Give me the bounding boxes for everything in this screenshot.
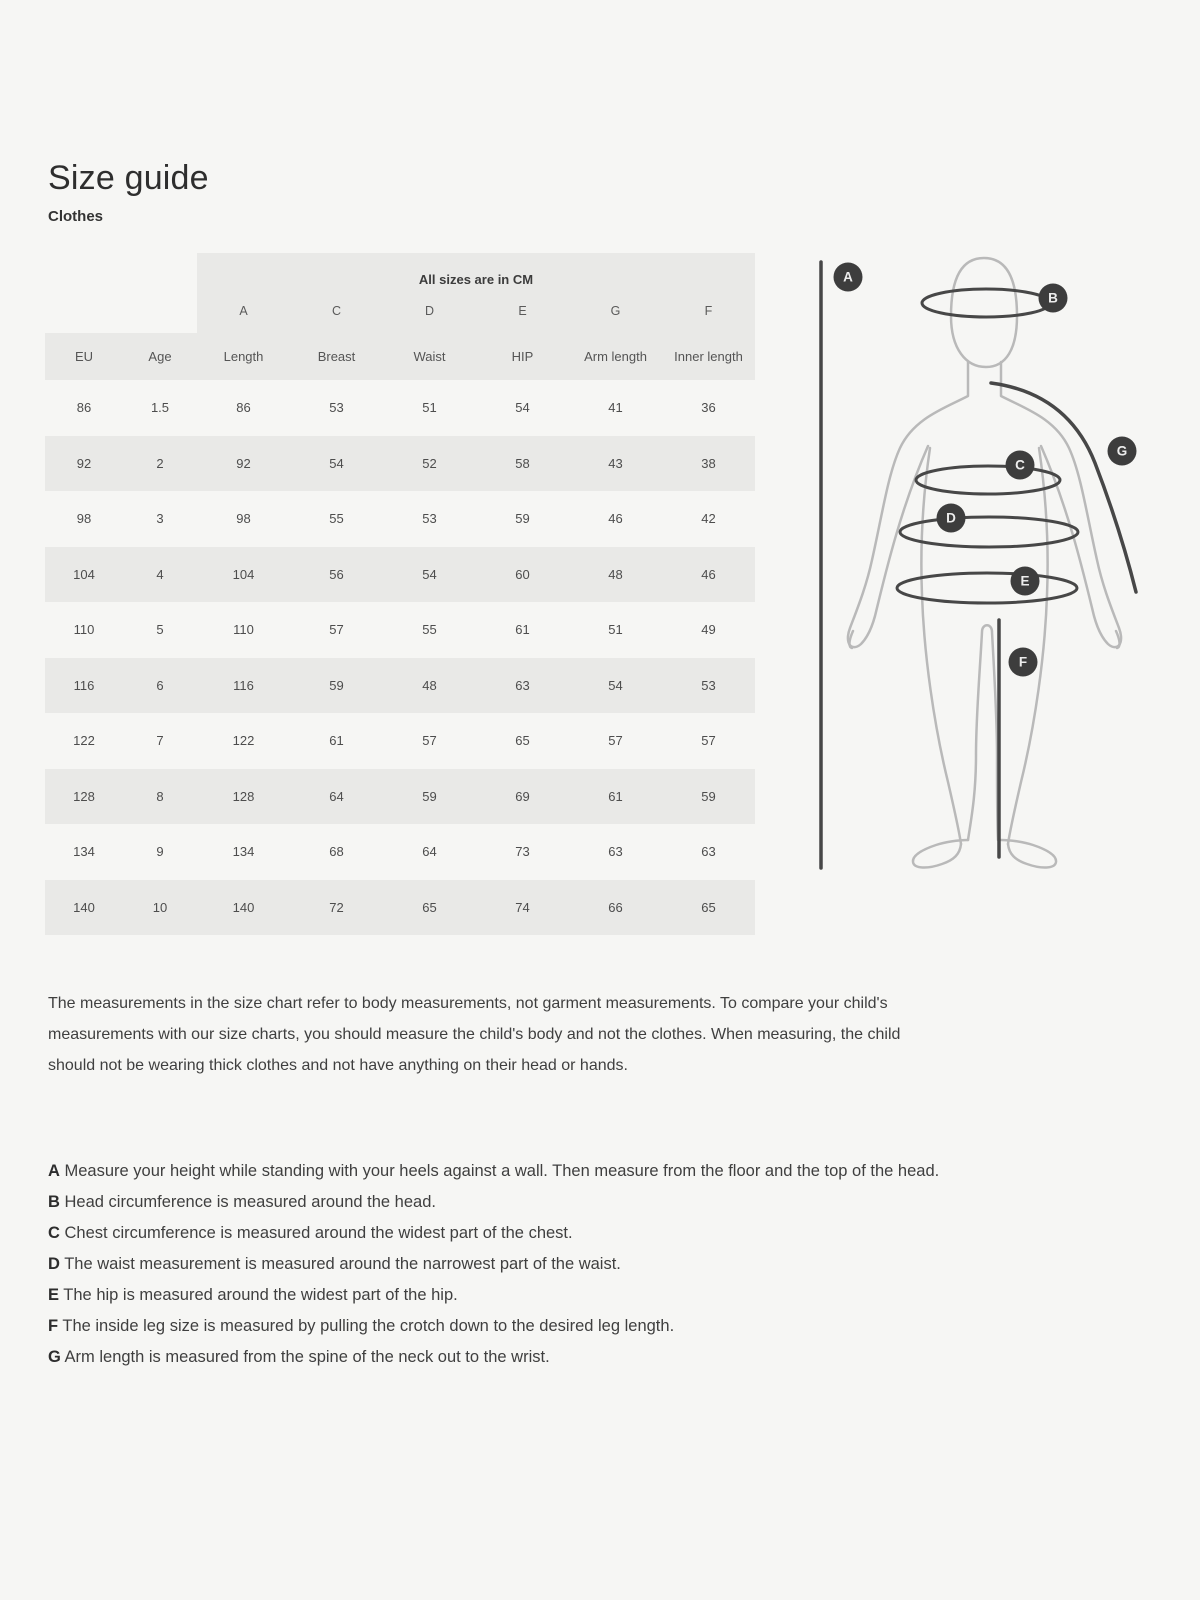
table-column-header: Arm length: [569, 333, 662, 380]
table-cell: 57: [329, 622, 344, 638]
table-cell: 128: [45, 769, 123, 825]
table-cell: 54: [569, 658, 662, 714]
table-cell: 116: [197, 658, 290, 714]
table-cell: 134: [73, 844, 95, 860]
table-column-header: HIP: [476, 333, 569, 380]
badges: [834, 263, 1137, 677]
table-cell: 65: [383, 880, 476, 936]
table-cell: 64: [422, 844, 437, 860]
table-cell: 74: [476, 880, 569, 936]
table-cell: 122: [73, 733, 95, 749]
table-cell: 5: [156, 622, 164, 638]
size-table: [45, 253, 755, 935]
table-cell: 46: [662, 547, 755, 603]
body-outline: [848, 258, 1121, 868]
table-cell: 63: [701, 844, 716, 860]
table-letter-C: C: [290, 289, 383, 333]
table-cell: 86: [236, 400, 251, 416]
note-line-e: E The hip is measured around the widest part of the hip.: [48, 1286, 458, 1304]
measurement-notes-list: [48, 1156, 1133, 1373]
body-measurement-diagram: [800, 250, 1160, 880]
table-cell: 68: [329, 844, 344, 860]
table-cell: 63: [476, 658, 569, 714]
arm-length-line-g: [991, 383, 1136, 592]
badge-d-icon: [937, 504, 966, 533]
note-line-f: F The inside leg size is measured by pulling the crotch down to the desired leg length.: [48, 1317, 675, 1335]
table-cell: 51: [608, 622, 623, 638]
table-cell: 58: [476, 436, 569, 492]
table-cell: 48: [383, 658, 476, 714]
head-band-b: [922, 289, 1050, 317]
table-cell: 66: [569, 880, 662, 936]
table-cell: 110: [233, 622, 254, 638]
table-cell: 63: [608, 844, 623, 860]
badge-b-icon: [1039, 284, 1068, 313]
table-cell: 61: [515, 622, 530, 638]
table-cell: 110: [73, 622, 95, 638]
table-cell: 57: [422, 733, 437, 749]
badge-a-icon: [834, 263, 863, 292]
table-column-header: Breast: [290, 333, 383, 380]
svg-text:G: G: [1116, 443, 1128, 459]
table-cell: 36: [701, 400, 716, 416]
table-letter-D: D: [383, 289, 476, 333]
table-cell: 46: [608, 511, 623, 527]
table-cell: 3: [156, 511, 164, 527]
note-line-c: C Chest circumference is measured around the widest part of the chest.: [48, 1224, 573, 1242]
table-cell: 52: [383, 436, 476, 492]
table-cell: 55: [422, 622, 437, 638]
table-cell: 49: [701, 622, 716, 638]
table-cell: 51: [422, 400, 437, 416]
badge-e-icon: [1011, 567, 1040, 596]
table-cell: 140: [197, 880, 290, 936]
svg-text:B: B: [1048, 290, 1058, 306]
measurement-intro-text: The measurements in the size chart refer to body measurements, not garment measurements. To compare your child's measurements with our size charts, you should measure the child's body and not the clothes. When measuring, the child should not be wearing thick clothes and not have anything on their head or hands.: [48, 995, 901, 1074]
table-cell: 134: [232, 844, 255, 860]
note-line-g: G Arm length is measured from the spine of the neck out to the wrist.: [48, 1348, 550, 1366]
table-cell: 56: [290, 547, 383, 603]
badge-f-icon: [1009, 648, 1038, 677]
table-cell: 53: [422, 511, 437, 527]
table-cell: 38: [662, 436, 755, 492]
table-cell: 53: [662, 658, 755, 714]
table-column-header: Length: [197, 333, 290, 380]
table-cell: 59: [383, 769, 476, 825]
table-cell: 6: [123, 658, 197, 714]
table-cell: 92: [45, 436, 123, 492]
table-cell: 59: [290, 658, 383, 714]
table-cell: 128: [197, 769, 290, 825]
svg-text:F: F: [1018, 654, 1028, 670]
table-cell: 54: [290, 436, 383, 492]
table-cell: 65: [515, 733, 530, 749]
table-column-header: Age: [123, 333, 197, 380]
table-cell: 41: [608, 400, 623, 416]
table-cell: 59: [515, 511, 530, 527]
note-line-d: D The waist measurement is measured around the narrowest part of the waist.: [48, 1255, 621, 1273]
svg-text:A: A: [843, 269, 853, 285]
note-line-a: A Measure your height while standing with your heels against a wall. Then measure from the floor and the top of the head.: [48, 1162, 940, 1180]
table-letter-A: A: [197, 289, 290, 333]
table-column-header: Inner length: [662, 333, 755, 380]
svg-text:E: E: [1020, 573, 1030, 589]
table-cell: 73: [515, 844, 530, 860]
table-cell: 104: [45, 547, 123, 603]
table-cell: 1.5: [150, 400, 170, 416]
table-cell: 53: [329, 400, 344, 416]
table-cell: 60: [476, 547, 569, 603]
table-cell: 7: [156, 733, 164, 749]
table-cell: 8: [123, 769, 197, 825]
table-cell: 104: [197, 547, 290, 603]
table-cell: 9: [156, 844, 164, 860]
table-cell: 4: [123, 547, 197, 603]
table-cell: 69: [476, 769, 569, 825]
table-letter-F: F: [662, 289, 755, 333]
badge-g-icon: [1108, 437, 1137, 466]
table-cell: 54: [383, 547, 476, 603]
hip-band-e: [897, 573, 1077, 603]
table-column-header: EU: [45, 333, 123, 380]
table-cell: 61: [329, 733, 344, 749]
table-letter-E: E: [476, 289, 569, 333]
table-column-header: Waist: [383, 333, 476, 380]
table-cell: 140: [45, 880, 123, 936]
table-cell: 61: [569, 769, 662, 825]
table-cell: 64: [290, 769, 383, 825]
table-cell: 59: [662, 769, 755, 825]
table-cell: 2: [123, 436, 197, 492]
measurement-lines: [821, 262, 1136, 868]
table-cell: 10: [123, 880, 197, 936]
page-title: Size guide: [48, 158, 209, 197]
table-cell: 65: [662, 880, 755, 936]
table-letter-G: G: [569, 289, 662, 333]
table-cell: 57: [608, 733, 623, 749]
table-cell: 98: [236, 511, 251, 527]
table-cell: 48: [569, 547, 662, 603]
table-cell: 42: [701, 511, 716, 527]
table-units-header: All sizes are in CM: [197, 253, 755, 289]
table-cell: 116: [45, 658, 123, 714]
note-line-b: B Head circumference is measured around the head.: [48, 1193, 436, 1211]
table-cell: 98: [76, 511, 92, 527]
table-cell: 122: [232, 733, 255, 749]
badge-c-icon: [1006, 451, 1035, 480]
svg-text:C: C: [1015, 457, 1025, 473]
table-cell: 72: [290, 880, 383, 936]
chest-band-c: [916, 466, 1060, 494]
table-cell: 54: [515, 400, 530, 416]
svg-text:D: D: [946, 510, 956, 526]
section-title-clothes: Clothes: [48, 208, 104, 225]
table-cell: 57: [701, 733, 716, 749]
table-cell: 43: [569, 436, 662, 492]
table-cell: 86: [76, 400, 92, 416]
waist-band-d: [900, 517, 1078, 547]
table-cell: 92: [197, 436, 290, 492]
table-cell: 55: [329, 511, 344, 527]
